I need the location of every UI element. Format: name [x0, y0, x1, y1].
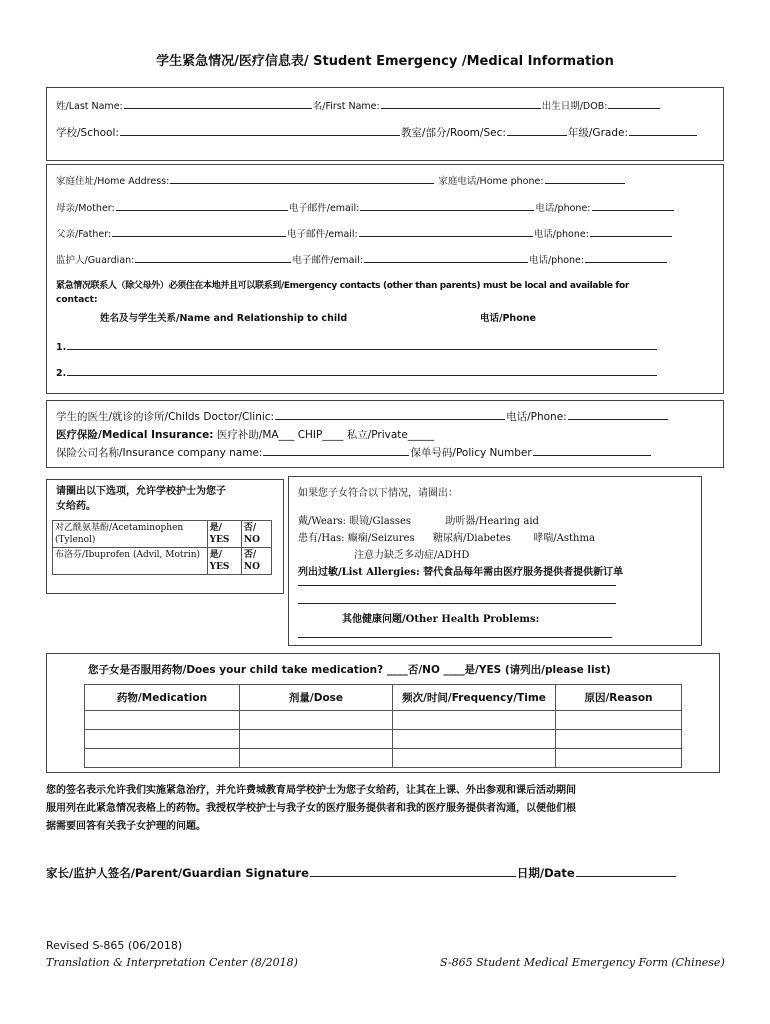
contact2-number: 2. [56, 368, 67, 379]
revised-note: Revised S-865 (06/2018) [46, 939, 183, 952]
table-row [53, 521, 272, 548]
frequency-cell[interactable] [393, 730, 556, 749]
dose-cell[interactable] [240, 730, 393, 749]
grade-label: 年级/Grade: [567, 127, 628, 139]
dose-cell[interactable] [240, 711, 393, 730]
name-relationship-header: 姓名及与学生关系/Name and Relationship to child [100, 313, 348, 324]
date-field[interactable] [576, 864, 676, 877]
allergies-label: 列出过敏/List Allergies: 替代食品每年需由医疗服务提供者提供新订单 [298, 567, 624, 578]
medication-cell[interactable] [85, 749, 240, 768]
father-row [56, 226, 673, 240]
insurance-company-field[interactable] [263, 446, 409, 456]
consent-line1: 您的签名表示允许我们实施紧急治疗，并允许费城教育局学校护士为您子女给药，让其在上课、外出参观和课后活动期间 [46, 785, 576, 796]
page-title: 学生紧急情况/医疗信息表/ Student Emergency /Medical Information [156, 54, 614, 69]
wears-glasses-option[interactable]: 戴/Wears: 眼镜/Glasses [298, 516, 412, 527]
table-header-row [85, 685, 682, 711]
emergency-note-line2: contact: [56, 295, 98, 305]
diabetes-option[interactable]: 糖尿病/Diabetes [432, 533, 511, 544]
consent-paragraph [46, 782, 726, 836]
home-address-label: 家庭住址/Home Address: [56, 176, 170, 187]
guardian-phone-field[interactable] [585, 253, 667, 263]
insurance-company-label: 保险公司名称/Insurance company name: [56, 447, 263, 459]
room-label: 教室/部分/Room/Sec: [400, 127, 506, 139]
guardian-email-label: 电子邮件/email: [292, 255, 363, 266]
otc-drug-cell: 布洛芬/Ibuprofen (Advil, Motrin) [53, 548, 208, 575]
otc-yes-option[interactable]: 是/ YES [207, 548, 241, 575]
allergies-field-2[interactable] [298, 603, 616, 604]
otc-no-option[interactable]: 否/ NO [241, 548, 271, 575]
table-row [85, 749, 682, 768]
medication-column-header: 药物/Medication [85, 685, 240, 711]
consent-line3: 据需要回答有关我子女护理的问题。 [46, 821, 206, 832]
contact1-number: 1. [56, 342, 67, 353]
doctor-phone-field[interactable] [568, 410, 668, 420]
otc-no-option[interactable]: 否/ NO [241, 521, 271, 548]
mother-phone-field[interactable] [592, 201, 674, 211]
doctor-phone-label: 电话/Phone: [506, 411, 567, 423]
contact1-field[interactable] [67, 340, 657, 350]
otc-yes-option[interactable]: 是/ YES [207, 521, 241, 548]
father-field[interactable] [112, 227, 286, 237]
mother-field[interactable] [116, 201, 288, 211]
doctor-field[interactable] [275, 410, 505, 420]
signature-row [46, 864, 677, 881]
guardian-field[interactable] [135, 253, 291, 263]
school-row [56, 125, 698, 140]
allergies-field-1[interactable] [298, 585, 616, 586]
other-problems-field[interactable] [298, 637, 612, 638]
dob-field[interactable] [608, 99, 660, 109]
reason-cell[interactable] [556, 749, 682, 768]
asthma-option[interactable]: 哮喘/Asthma [533, 533, 595, 544]
medication-table [84, 684, 682, 768]
guardian-row [56, 252, 668, 266]
contact-phone-header: 电话/Phone [480, 313, 536, 324]
emergency-note [56, 279, 706, 307]
guardian-label: 监护人/Guardian: [56, 255, 135, 266]
mother-label: 母亲/Mother: [56, 203, 115, 214]
other-problems-label: 其他健康问题/Other Health Problems: [342, 614, 540, 625]
address-row [56, 173, 626, 187]
permission-instruction-line2: 女给药。 [56, 501, 96, 512]
last-name-label: 姓/Last Name: [56, 101, 123, 112]
policy-number-field[interactable] [533, 446, 651, 456]
frequency-cell[interactable] [393, 749, 556, 768]
date-label: 日期/Date [516, 866, 575, 880]
contact2-row [56, 366, 658, 379]
hearing-aid-option[interactable]: 助听器/Hearing aid [445, 516, 539, 527]
mother-phone-label: 电话/phone: [535, 203, 591, 214]
permission-instruction [56, 484, 278, 514]
doctor-row [56, 409, 669, 424]
reason-cell[interactable] [556, 730, 682, 749]
seizures-option[interactable]: 患有/Has: 癫痫/Seizures [298, 533, 415, 544]
medication-cell[interactable] [85, 711, 240, 730]
table-row [85, 730, 682, 749]
first-name-field[interactable] [381, 99, 541, 109]
medication-question: 您子女是否服用药物/Does your child take medication? ____否/NO ____是/YES (请列出/please list) [88, 664, 611, 676]
medication-cell[interactable] [85, 730, 240, 749]
reason-cell[interactable] [556, 711, 682, 730]
form-id: S-865 Student Medical Emergency Form (Chinese) [440, 956, 725, 969]
father-label: 父亲/Father: [56, 229, 112, 240]
insurance-company-row [56, 445, 652, 460]
otc-medication-table [52, 520, 272, 575]
school-label: 学校/School: [56, 127, 119, 139]
insurance-label: 医疗保险/Medical Insurance: [56, 429, 214, 441]
dose-cell[interactable] [240, 749, 393, 768]
home-phone-field[interactable] [545, 174, 625, 184]
room-field[interactable] [507, 126, 567, 136]
adhd-option[interactable]: 注意力缺乏多动症/ADHD [354, 550, 470, 561]
father-phone-field[interactable] [590, 227, 672, 237]
frequency-cell[interactable] [393, 711, 556, 730]
allergies-line [298, 563, 623, 578]
dose-column-header: 剂量/Dose [240, 685, 393, 711]
name-row [56, 98, 661, 112]
insurance-options[interactable]: 医疗补助/MA___ CHIP____ 私立/Private_____ [216, 429, 435, 441]
signature-field[interactable] [310, 864, 516, 877]
doctor-label: 学生的医生/就诊的诊所/Childs Doctor/Clinic: [56, 411, 275, 423]
mother-row [56, 200, 675, 214]
father-email-label: 电子邮件/email: [287, 229, 358, 240]
contact2-field[interactable] [67, 366, 657, 376]
father-phone-label: 电话/phone: [533, 229, 589, 240]
father-email-field[interactable] [359, 227, 533, 237]
table-row [53, 548, 272, 575]
consent-line2: 服用列在此紧急情况表格上的药物。我授权学校护士与我子女的医疗服务提供者和我的医疗服务提供者沟通，以便他们根 [46, 803, 576, 814]
frequency-column-header: 频次/时间/Frequency/Time [393, 685, 556, 711]
guardian-email-field[interactable] [364, 253, 528, 263]
home-phone-label: 家庭电话/Home phone: [438, 176, 544, 187]
last-name-field[interactable] [124, 99, 312, 109]
reason-column-header: 原因/Reason [556, 685, 682, 711]
grade-field[interactable] [629, 126, 697, 136]
home-address-field[interactable] [170, 174, 434, 184]
translation-center: Translation & Interpretation Center (8/2018) [46, 956, 298, 969]
dob-label: 出生日期/DOB: [541, 101, 608, 112]
mother-email-label: 电子邮件/email: [288, 203, 360, 214]
policy-number-label: 保单号码/Policy Number [410, 447, 532, 459]
circle-note: 如果您子女符合以下情况，请圈出： [298, 488, 458, 499]
school-field[interactable] [120, 126, 400, 136]
mother-email-field[interactable] [360, 201, 534, 211]
table-row [85, 711, 682, 730]
otc-drug-cell: 对乙酰氨基酚/Acetaminophen (Tylenol) [53, 521, 208, 548]
insurance-row [56, 427, 434, 442]
emergency-note-line1: 紧急情况联系人（除父母外）必须住在本地并且可以联系到/Emergency contacts (other than parents) must be local and available for [56, 281, 629, 291]
wears-line [298, 512, 539, 527]
permission-instruction-line1: 请圈出以下选项，允许学校护士为您子 [56, 486, 226, 497]
contact1-row [56, 340, 658, 353]
signature-label: 家长/监护人签名/Parent/Guardian Signature [46, 866, 309, 880]
has-line [298, 529, 595, 544]
guardian-phone-label: 电话/phone: [528, 255, 585, 266]
first-name-label: 名/First Name: [312, 101, 380, 112]
